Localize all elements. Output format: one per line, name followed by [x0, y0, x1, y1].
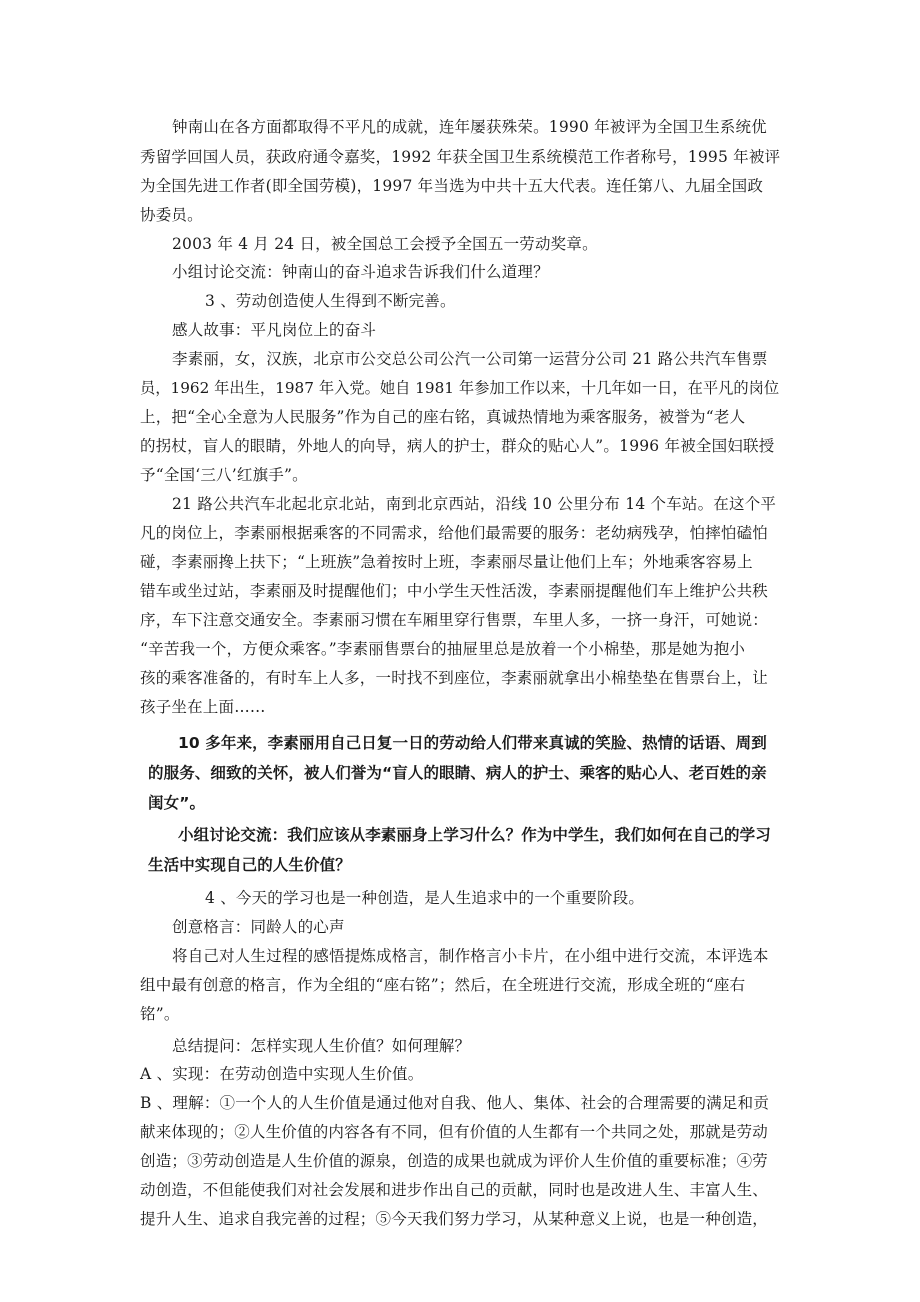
- paragraph-line: 提升人生、追求自我完善的过程；⑤今天我们努力学习，从某种意义上说，也是一种创造，: [140, 1210, 769, 1228]
- paragraph-line: 献来体现的；②人生价值的内容各有不同，但有价值的人生都有一个共同之处，那就是劳动: [140, 1123, 769, 1141]
- paragraph-line: 小组讨论交流：钟南山的奋斗追求告诉我们什么道理？: [172, 263, 549, 281]
- section-heading: 4 、今天的学习也是一种创造，是人生追求中的一个重要阶段。: [205, 889, 645, 907]
- paragraph-line: 21 路公共汽车北起北京北站，南到北京西站，沿线 10 公里分布 14 个车站。在这个平: [172, 495, 777, 513]
- emphasis-line: 10 多年来，李素丽用自己日复一日的劳动给人们带来真诚的笑脸、热情的话语、周到: [178, 734, 767, 752]
- paragraph-line: 上，把“全心全意为人民服务”作为自己的座右铭，真诚热情地为乘客服务，被誉为“老人: [140, 408, 746, 426]
- emphasis-line: 闺女”。: [148, 794, 206, 812]
- paragraph-line: 组中最有创意的格言，作为全组的“座右铭”；然后，在全班进行交流，形成全班的“座右: [140, 976, 746, 994]
- paragraph-line: 钟南山在各方面都取得不平凡的成就，连年屡获殊荣。1990 年被评为全国卫生系统优: [172, 118, 767, 136]
- paragraph-line: 创造；③劳动创造是人生价值的源泉，创造的成果也就成为评价人生价值的重要标准；④劳: [140, 1152, 769, 1170]
- emphasis-line: 的服务、细致的关怀，被人们誉为“盲人的眼睛、病人的护士、乘客的贴心人、老百姓的亲: [148, 764, 767, 782]
- discussion-line: 生活中实现自己的人生价值？: [148, 856, 351, 874]
- paragraph-line: “辛苦我一个，方便众乘客。”李素丽售票台的抽屉里总是放着一个小棉垫，那是她为抱小: [140, 640, 746, 658]
- paragraph-line: 错车或坐过站，李素丽及时提醒他们；中小学生天性活泼，李素丽提醒他们车上维护公共秩: [140, 582, 769, 600]
- paragraph-line: 员，1962 年出生，1987 年入党。她自 1981 年参加工作以来，十几年如一日，在平凡的岗位: [140, 379, 780, 397]
- paragraph-line: 创意格言：同龄人的心声: [172, 918, 345, 936]
- discussion-line: 小组讨论交流：我们应该从李素丽身上学习什么？作为中学生，我们如何在自己的学习: [178, 826, 771, 844]
- paragraph-line: A 、实现：在劳动创造中实现人生价值。: [140, 1065, 424, 1083]
- paragraph-line: 动创造，不但能使我们对社会发展和进步作出自己的贡献，同时也是改进人生、丰富人生、: [140, 1181, 769, 1199]
- paragraph-line: 予“全国‘三八’红旗手”。: [140, 466, 308, 484]
- paragraph-line: 感人故事：平凡岗位上的奋斗: [172, 321, 377, 339]
- paragraph-line: B 、理解：①一个人的人生价值是通过他对自我、他人、集体、社会的合理需要的满足和贡: [140, 1094, 770, 1112]
- paragraph-line: 孩子坐在上面……: [140, 698, 266, 716]
- paragraph-line: 李素丽，女，汉族，北京市公交总公司公汽一公司第一运营分公司 21 路公共汽车售票: [172, 350, 768, 368]
- paragraph-line: 凡的岗位上，李素丽根据乘客的不同需求，给他们最需要的服务：老幼病残孕，怕摔怕磕怕: [140, 524, 769, 542]
- paragraph-line: 铭”。: [140, 1005, 180, 1023]
- paragraph-line: 碰，李素丽搀上扶下；“上班族”急着按时上班，李素丽尽量让他们上车；外地乘客容易上: [140, 553, 753, 571]
- paragraph-line: 秀留学回国人员，获政府通令嘉奖，1992 年获全国卫生系统模范工作者称号，1995 年被评: [140, 148, 781, 166]
- paragraph-line: 协委员。: [140, 206, 203, 224]
- section-heading: 3 、劳动创造使人生得到不断完善。: [205, 292, 456, 310]
- paragraph-line: 总结提问：怎样实现人生价值？如何理解？: [172, 1037, 471, 1055]
- paragraph-line: 2003 年 4 月 24 日，被全国总工会授予全国五一劳动奖章。: [172, 235, 598, 253]
- paragraph-line: 的拐杖，盲人的眼睛，外地人的向导，病人的护士，群众的贴心人”。1996 年被全国妇联授: [140, 437, 775, 455]
- paragraph-line: 序，车下注意交通安全。李素丽习惯在车厢里穿行售票，车里人多，一挤一身汗，可她说：: [140, 611, 769, 629]
- paragraph-line: 将自己对人生过程的感悟提炼成格言，制作格言小卡片，在小组中进行交流，本评选本: [172, 947, 769, 965]
- paragraph-line: 为全国先进工作者(即全国劳模)，1997 年当选为中共十五大代表。连任第八、九届全国政: [140, 177, 764, 195]
- paragraph-line: 孩的乘客准备的，有时车上人多，一时找不到座位，李素丽就拿出小棉垫垫在售票台上，让: [140, 669, 769, 687]
